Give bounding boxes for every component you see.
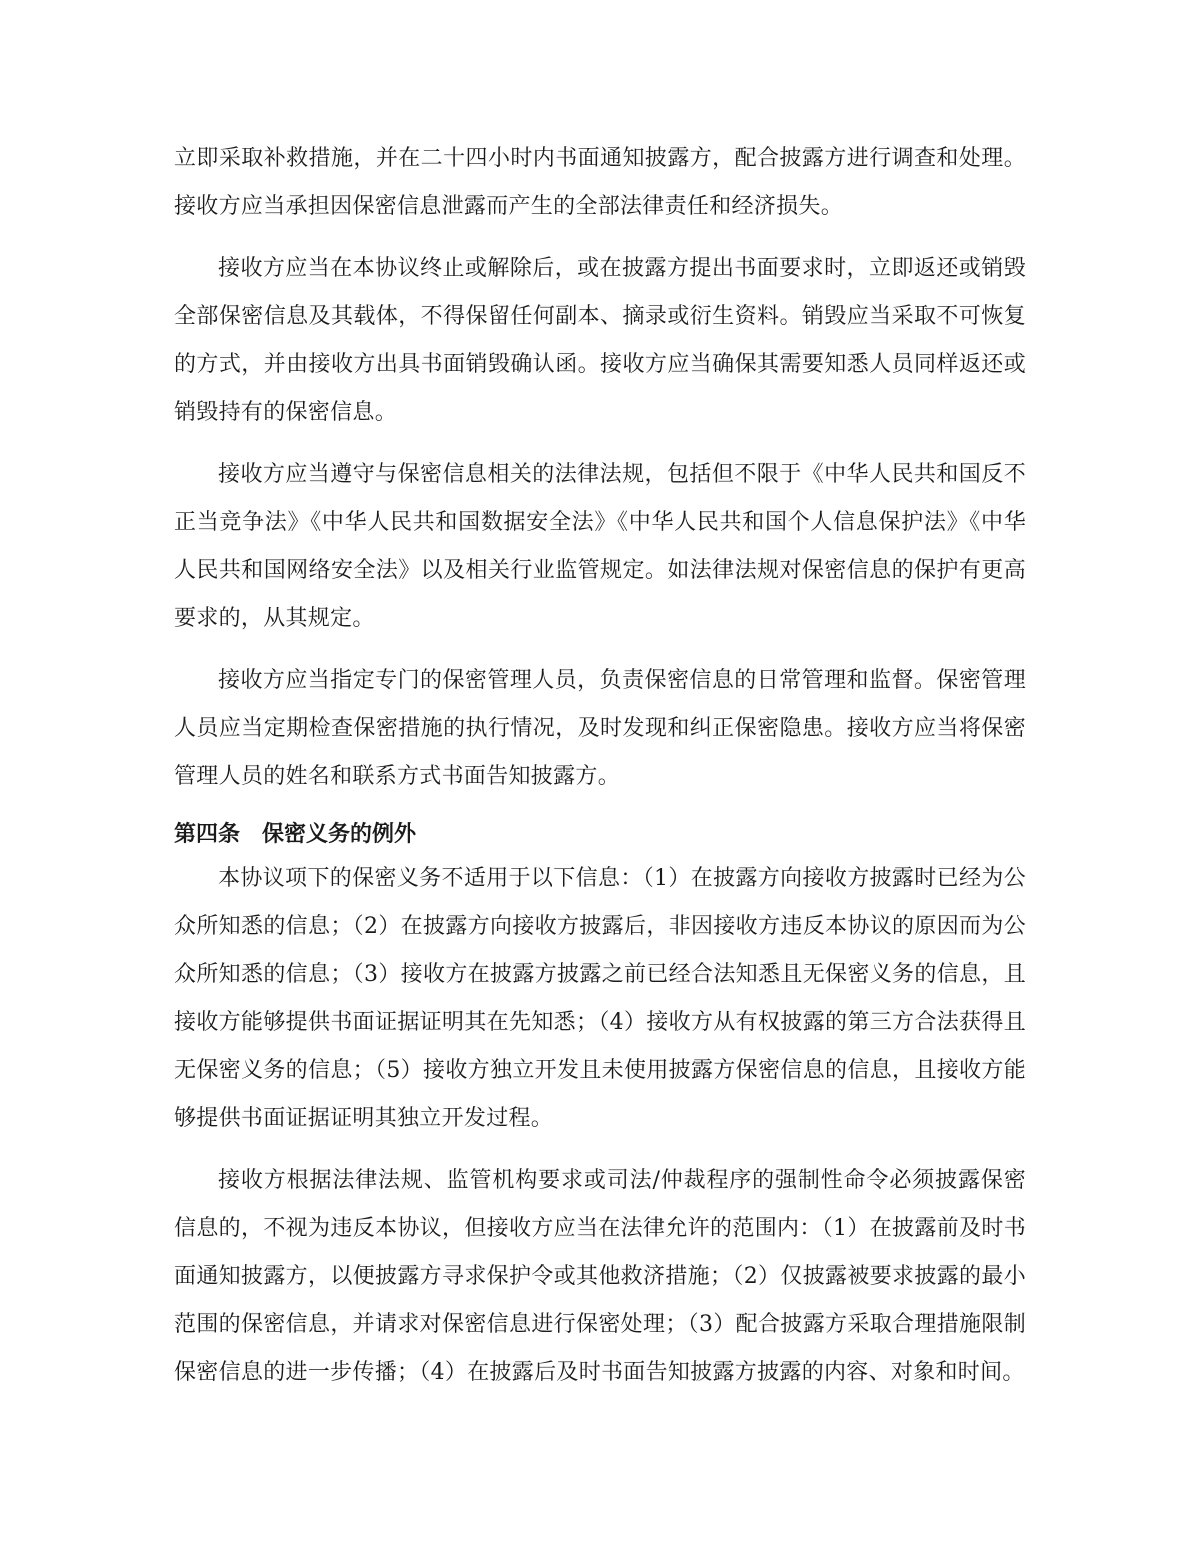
section-heading: 第四条 保密义务的例外 bbox=[174, 822, 417, 847]
paragraph-exceptions: 本协议项下的保密义务不适用于以下信息：（1）在披露方向接收方披露时已经为公众所知悉的信息；（2）在披露方向接收方披露后，非因接收方违反本协议的原因而为公众所知悉的信息；（3）接收方在披露方披露之前已经合法知悉且无保密义务的信息，且接收方能够提供书面证据证明其在先知悉；（4）接收方从有权披露的第三方合法获得且无保密义务的信息；（5）接收方独立开发且未使用披露方保密信息的信息，且接收方能够提供书面证据证明其独立开发过程。 bbox=[174, 866, 1026, 1131]
paragraph-compelled-disclosure: 接收方根据法律法规、监管机构要求或司法/仲裁程序的强制性命令必须披露保密信息的，不视为违反本协议，但接收方应当在法律允许的范围内：（1）在披露前及时书面通知披露方，以便披露方寻求保护令或其他救济措施；（2）仅披露被要求披露的最小范围的保密信息，并请求对保密信息进行保密处理；（3）配合披露方采取合理措施限制保密信息的进一步传播；（4）在披露后及时书面告知披露方披露的内容、对象和时间。 bbox=[174, 1168, 1026, 1385]
paragraph-legal-compliance: 接收方应当遵守与保密信息相关的法律法规，包括但不限于《中华人民共和国反不正当竞争法》《中华人民共和国数据安全法》《中华人民共和国个人信息保护法》《中华人民共和国网络安全法》以及相关行业监管规定。如法律法规对保密信息的保护有更高要求的，从其规定。 bbox=[174, 462, 1026, 631]
document-page bbox=[174, 135, 1026, 1411]
paragraph-continued: 立即采取补救措施，并在二十四小时内书面通知披露方，配合披露方进行调查和处理。接收方应当承担因保密信息泄露而产生的全部法律责任和经济损失。 bbox=[174, 146, 1026, 219]
paragraph-return-destroy: 接收方应当在本协议终止或解除后，或在披露方提出书面要求时，立即返还或销毁全部保密信息及其载体，不得保留任何副本、摘录或衍生资料。销毁应当采取不可恢复的方式，并由接收方出具书面销毁确认函。接收方应当确保其需要知悉人员同样返还或销毁持有的保密信息。 bbox=[174, 256, 1026, 425]
paragraph-confidentiality-officer: 接收方应当指定专门的保密管理人员，负责保密信息的日常管理和监督。保密管理人员应当定期检查保密措施的执行情况，及时发现和纠正保密隐患。接收方应当将保密管理人员的姓名和联系方式书面告知披露方。 bbox=[174, 668, 1026, 789]
